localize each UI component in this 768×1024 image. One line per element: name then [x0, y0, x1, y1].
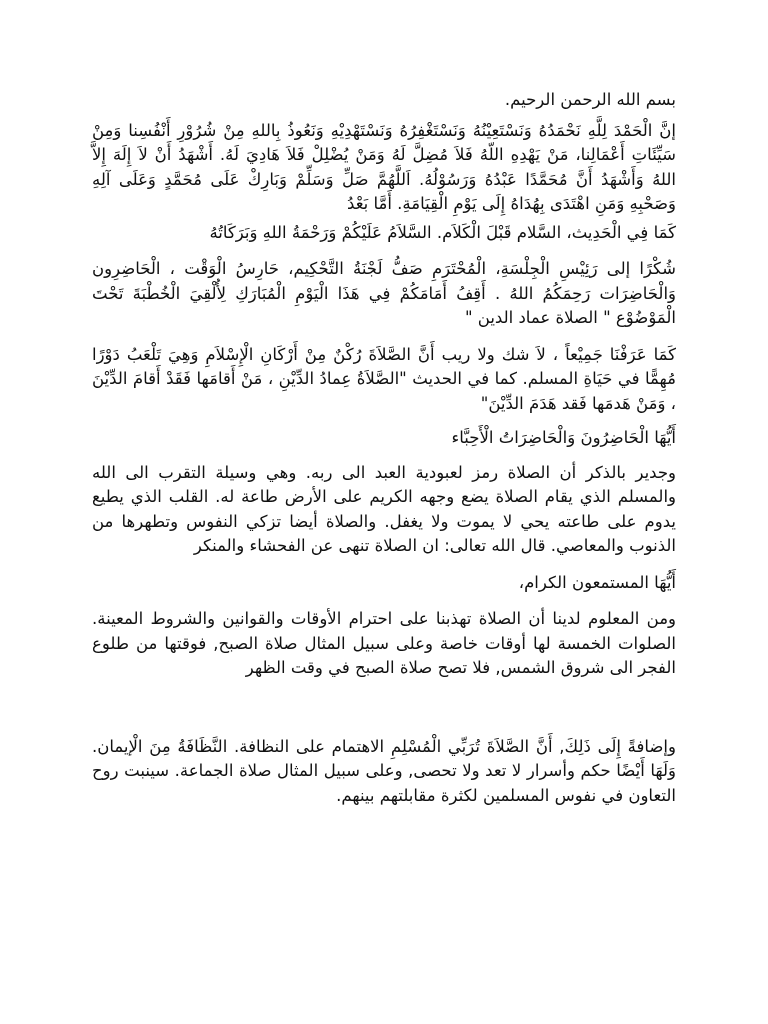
paragraph-greeting: كَمَا فِي الْحَدِيث، السَّلام قَبْلَ الْكَلاَم. السَّلاَمُ عَلَيْكُمْ وَرَحْمَةُ اللهِ وَبَرَكَاتُهُ [209, 222, 676, 242]
paragraph-cleanliness: وإضافةً إِلَى ذَلِكَ, أَنَّ الصَّلاَةَ تُرَبِّي الْمُسْلِمِ الاهتمام على النظافة. النَّظَافَةُ مِنَ الْإيمان. وَلَهَا أَيْضًا حكم وأسرار لا تعد ولا تحصى, وعلى سبيل المثال صلاة الجماعة. سينبت روح التعاون في نفوس المسلمين لكثرة مقابلتهم بينهم. [92, 736, 676, 805]
paragraph-time-discipline: ومن المعلوم لدينا أن الصلاة تهذبنا على احترام الأوقات والقوانين والشروط المعينة. الصلوات الخمسة لها أوقات خاصة وعلى سبيل المثال صلاة الصبح, فوقتها من طلوع الفجر الى شروق الشمس, فلا تصح صلاة الصبح في وقت الظهر [92, 609, 676, 677]
paragraph-address-attendees: أَيُّهَا الْحَاضِرُونَ وَالْحَاضِرَاتُ الْأَحِبَّاء [451, 428, 676, 447]
paragraph-servitude: وجدير بالذكر أن الصلاة رمز لعبودية العبد الى ربه. وهي وسيلة التقرب الى الله والمسلم الذي يقام الصلاة يضع وجهه الكريم على الأرض طاعة له. القلب الذي يطيع يدوم على طاعته يحي لا يموت ولا يغفل. والصلاة أيضا تزكي النفوس وتطهرها من الذنوب والمعاصي. قال الله تعالى: ان الصلاة تنهى عن الفحشاء والمنكر [92, 462, 676, 555]
basmala: بسم الله الرحمن الرحيم. [504, 90, 676, 109]
paragraph-thanks: شُكْرًا إلى رَئِيْسِ الْجِلْسَةِ، الْمُحْتَرَمِ صَفُّ لَجْنَةُ التَّحْكِيم، حَارِسُ الْوَقْت ، الْحَاضِرِون وَالْحَاضِرَات رَحِمَكُمُ اللهُ . أَقِفُ أَمَامَكُمْ فِي هَذَا الْيَوْمِ الْمُبَارَكِ لِأُلْقِيَ الْخُطْبَةَ تَحْتَ الْمَوْضُوْع " الصلاة عماد الدين " [92, 259, 676, 327]
paragraph-intro: إنَّ الْحَمْدَ لِلَّهِ نَحْمَدُهُ وَنَسْتَعِيْنُهُ وَنَسْتَغْفِرُهُ وَنَسْتَهْدِيْهِ وَنَعُوذُ بِاللهِ مِنْ شُرُوْرِ أَنْفُسِنا وَمِنْ سَيِّئَاتِ أَعْمَالِنا، مَنْ يَهْدِهِ اللّهُ فَلاَ مُضِلَّ لَهُ وَمَنْ يُضْلِلْ فَلاَ هَادِيَ لَهُ. أَشْهَدُ أَنْ لاَ إِلَهَ إِلاَّ اللهُ وَأَشْهَدُ أَنَّ مُحَمَّدًا عَبْدُهُ وَرَسُوْلُهُ. اَللَّهُمَّ صَلِّ وَسَلِّمْ وَبَارِكْ عَلَى مُحَمَّدٍ وَعَلَى آلِهِ وَصَحْبِهِ وَمَنِ اهْتَدَى بِهُدَاهُ إِلَى يَوْمِ الْقِيَامَةِ. أَمَّا بَعْدُ [92, 120, 676, 213]
paragraph-prayer-pillar: كَمَا عَرَفْنَا جَمِيْعاً ، لاَ شك ولا ريب أَنَّ الصَّلاَةَ رُكْنٌ مِنْ أَرْكَانِ الْإِسْلاَمِ وَهِيَ تَلْعَبُ دَوْرًا مُهِمًّا في حَيَاةِ المسلم. كما في الحديث "الصَّلاَةُ عِمادُ الدِّيْنِ ، مَنْ أَقامَها فَقَدْ أَقامَ الدِّيْنَ ، وَمَنْ هَدمَها فَقد هَدَمَ الدِّيْنَ" [92, 344, 676, 413]
paragraph-address-listeners: أَيُّهَا المستمعون الكرام، [518, 572, 676, 592]
